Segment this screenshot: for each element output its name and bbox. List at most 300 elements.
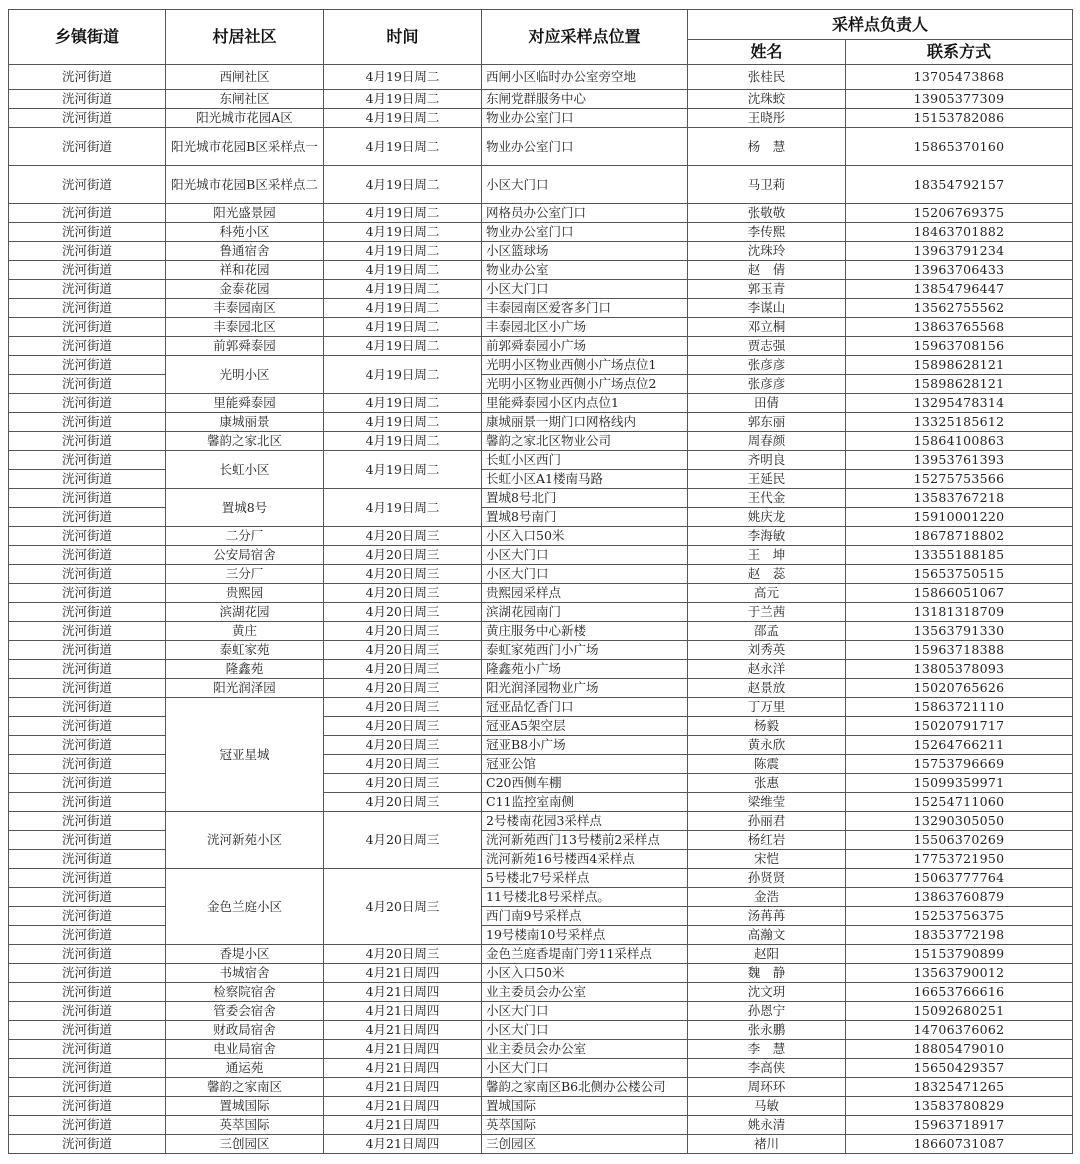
location-cell: 丰泰园南区爱客多门口 <box>482 299 688 318</box>
name-cell: 马敏 <box>688 1097 846 1116</box>
location-cell: 物业办公室门口 <box>482 109 688 128</box>
time-cell: 4月20日周三 <box>324 660 482 679</box>
table-row <box>9 869 1073 888</box>
community-cell: 英萃国际 <box>166 1116 324 1135</box>
table-row <box>9 1116 1073 1135</box>
time-cell: 4月20日周三 <box>324 945 482 964</box>
phone-cell: 15866051067 <box>846 584 1073 603</box>
name-cell: 张桂民 <box>688 65 846 90</box>
town-cell: 洸河街道 <box>9 584 166 603</box>
phone-cell: 15099359971 <box>846 774 1073 793</box>
town-cell: 洸河街道 <box>9 527 166 546</box>
table-row <box>9 432 1073 451</box>
name-cell: 孙贤贤 <box>688 869 846 888</box>
town-cell: 洸河街道 <box>9 774 166 793</box>
header-community: 村居社区 <box>166 10 324 65</box>
header-contact: 联系方式 <box>846 40 1073 65</box>
phone-cell: 13295478314 <box>846 394 1073 413</box>
phone-cell: 15898628121 <box>846 356 1073 375</box>
community-cell: 财政局宿舍 <box>166 1021 324 1040</box>
table-row <box>9 356 1073 375</box>
name-cell: 邵孟 <box>688 622 846 641</box>
location-cell: 光明小区物业西侧小广场点位1 <box>482 356 688 375</box>
name-cell: 李海敏 <box>688 527 846 546</box>
phone-cell: 13290305050 <box>846 812 1073 831</box>
town-cell: 洸河街道 <box>9 1059 166 1078</box>
location-cell: 冠亚A5架空层 <box>482 717 688 736</box>
location-cell: 泰虹家苑西门小广场 <box>482 641 688 660</box>
location-cell: 西门南9号采样点 <box>482 907 688 926</box>
community-cell: 东闸社区 <box>166 90 324 109</box>
town-cell: 洸河街道 <box>9 698 166 717</box>
town-cell: 洸河街道 <box>9 1135 166 1154</box>
location-cell: 网格员办公室门口 <box>482 204 688 223</box>
name-cell: 孙丽君 <box>688 812 846 831</box>
location-cell: 三创园区 <box>482 1135 688 1154</box>
name-cell: 褚川 <box>688 1135 846 1154</box>
location-cell: 隆鑫苑小广场 <box>482 660 688 679</box>
phone-cell: 18353772198 <box>846 926 1073 945</box>
town-cell: 洸河街道 <box>9 565 166 584</box>
name-cell: 王晓彤 <box>688 109 846 128</box>
phone-cell: 15910001220 <box>846 508 1073 527</box>
community-cell: 冠亚星城 <box>166 698 324 812</box>
table-row <box>9 603 1073 622</box>
community-cell: 置城国际 <box>166 1097 324 1116</box>
time-cell: 4月19日周二 <box>324 299 482 318</box>
time-cell: 4月21日周四 <box>324 1021 482 1040</box>
name-cell: 杨红岩 <box>688 831 846 850</box>
name-cell: 高元 <box>688 584 846 603</box>
name-cell: 赵景放 <box>688 679 846 698</box>
location-cell: 金色兰庭香堤南门旁11采样点 <box>482 945 688 964</box>
phone-cell: 15864100863 <box>846 432 1073 451</box>
location-cell: 光明小区物业西侧小广场点位2 <box>482 375 688 394</box>
phone-cell: 15653750515 <box>846 565 1073 584</box>
name-cell: 赵永洋 <box>688 660 846 679</box>
community-cell: 泰虹家苑 <box>166 641 324 660</box>
phone-cell: 18463701882 <box>846 223 1073 242</box>
table-row <box>9 166 1073 204</box>
phone-cell: 18678718802 <box>846 527 1073 546</box>
table-row <box>9 242 1073 261</box>
time-cell: 4月19日周二 <box>324 432 482 451</box>
name-cell: 沈珠蛟 <box>688 90 846 109</box>
time-cell: 4月19日周二 <box>324 280 482 299</box>
time-cell: 4月19日周二 <box>324 223 482 242</box>
location-cell: 11号楼北8号采样点。 <box>482 888 688 907</box>
town-cell: 洸河街道 <box>9 65 166 90</box>
name-cell: 沈珠玲 <box>688 242 846 261</box>
location-cell: 小区大门口 <box>482 1021 688 1040</box>
phone-cell: 13854796447 <box>846 280 1073 299</box>
location-cell: 置城8号南门 <box>482 508 688 527</box>
town-cell: 洸河街道 <box>9 166 166 204</box>
time-cell: 4月19日周二 <box>324 128 482 166</box>
name-cell: 孙恩宁 <box>688 1002 846 1021</box>
location-cell: 馨韵之家北区物业公司 <box>482 432 688 451</box>
location-cell: 物业办公室门口 <box>482 223 688 242</box>
community-cell: 阳光城市花园A区 <box>166 109 324 128</box>
community-cell: 西闸社区 <box>166 65 324 90</box>
name-cell: 张永鹏 <box>688 1021 846 1040</box>
community-cell: 康城丽景 <box>166 413 324 432</box>
location-cell: 19号楼南10号采样点 <box>482 926 688 945</box>
town-cell: 洸河街道 <box>9 641 166 660</box>
location-cell: 小区大门口 <box>482 280 688 299</box>
table-row <box>9 204 1073 223</box>
table-row <box>9 299 1073 318</box>
town-cell: 洸河街道 <box>9 945 166 964</box>
time-cell: 4月21日周四 <box>324 1059 482 1078</box>
community-cell: 三分厂 <box>166 565 324 584</box>
name-cell: 黄永欣 <box>688 736 846 755</box>
name-cell: 沈文玥 <box>688 983 846 1002</box>
location-cell: 西闸小区临时办公室旁空地 <box>482 65 688 90</box>
town-cell: 洸河街道 <box>9 1097 166 1116</box>
name-cell: 张彦彦 <box>688 375 846 394</box>
town-cell: 洸河街道 <box>9 793 166 812</box>
name-cell: 赵 蕊 <box>688 565 846 584</box>
community-cell: 阳光润泽园 <box>166 679 324 698</box>
time-cell: 4月20日周三 <box>324 565 482 584</box>
phone-cell: 13562755562 <box>846 299 1073 318</box>
time-cell: 4月20日周三 <box>324 622 482 641</box>
name-cell: 周环环 <box>688 1078 846 1097</box>
header-location: 对应采样点位置 <box>482 10 688 65</box>
town-cell: 洸河街道 <box>9 850 166 869</box>
table-row <box>9 964 1073 983</box>
community-cell: 长虹小区 <box>166 451 324 489</box>
time-cell: 4月19日周二 <box>324 204 482 223</box>
community-cell: 管委会宿舍 <box>166 1002 324 1021</box>
name-cell: 魏 静 <box>688 964 846 983</box>
town-cell: 洸河街道 <box>9 603 166 622</box>
time-cell: 4月19日周二 <box>324 489 482 527</box>
time-cell: 4月21日周四 <box>324 964 482 983</box>
time-cell: 4月20日周三 <box>324 527 482 546</box>
time-cell: 4月20日周三 <box>324 812 482 869</box>
table-row <box>9 223 1073 242</box>
name-cell: 李 慧 <box>688 1040 846 1059</box>
town-cell: 洸河街道 <box>9 413 166 432</box>
table-row <box>9 261 1073 280</box>
location-cell: 黄庄服务中心新楼 <box>482 622 688 641</box>
location-cell: C11监控室南侧 <box>482 793 688 812</box>
table-row <box>9 413 1073 432</box>
time-cell: 4月20日周三 <box>324 546 482 565</box>
time-cell: 4月20日周三 <box>324 736 482 755</box>
town-cell: 洸河街道 <box>9 831 166 850</box>
community-cell: 通运苑 <box>166 1059 324 1078</box>
name-cell: 邓立桐 <box>688 318 846 337</box>
time-cell: 4月20日周三 <box>324 584 482 603</box>
time-cell: 4月19日周二 <box>324 356 482 394</box>
phone-cell: 13905377309 <box>846 90 1073 109</box>
town-cell: 洸河街道 <box>9 489 166 508</box>
phone-cell: 13963791234 <box>846 242 1073 261</box>
name-cell: 张惠 <box>688 774 846 793</box>
name-cell: 田倩 <box>688 394 846 413</box>
location-cell: 5号楼北7号采样点 <box>482 869 688 888</box>
name-cell: 王延民 <box>688 470 846 489</box>
phone-cell: 13355188185 <box>846 546 1073 565</box>
table-row <box>9 1078 1073 1097</box>
community-cell: 鲁通宿舍 <box>166 242 324 261</box>
name-cell: 张彦彦 <box>688 356 846 375</box>
name-cell: 金浩 <box>688 888 846 907</box>
table-row <box>9 527 1073 546</box>
town-cell: 洸河街道 <box>9 660 166 679</box>
town-cell: 洸河街道 <box>9 470 166 489</box>
community-cell: 金色兰庭小区 <box>166 869 324 945</box>
town-cell: 洸河街道 <box>9 1078 166 1097</box>
time-cell: 4月19日周二 <box>324 318 482 337</box>
time-cell: 4月19日周二 <box>324 261 482 280</box>
phone-cell: 13563791330 <box>846 622 1073 641</box>
location-cell: 馨韵之家南区B6北侧办公楼公司 <box>482 1078 688 1097</box>
name-cell: 郭玉青 <box>688 280 846 299</box>
table-row <box>9 641 1073 660</box>
town-cell: 洸河街道 <box>9 679 166 698</box>
phone-cell: 13805378093 <box>846 660 1073 679</box>
name-cell: 李传熙 <box>688 223 846 242</box>
location-cell: 洸河新苑西门13号楼前2采样点 <box>482 831 688 850</box>
table-row <box>9 1059 1073 1078</box>
table-row <box>9 812 1073 831</box>
table-row <box>9 489 1073 508</box>
town-cell: 洸河街道 <box>9 546 166 565</box>
phone-cell: 15153790899 <box>846 945 1073 964</box>
phone-cell: 15092680251 <box>846 1002 1073 1021</box>
time-cell: 4月19日周二 <box>324 451 482 489</box>
name-cell: 齐明良 <box>688 451 846 470</box>
time-cell: 4月20日周三 <box>324 603 482 622</box>
table-row <box>9 584 1073 603</box>
time-cell: 4月21日周四 <box>324 1040 482 1059</box>
phone-cell: 13583767218 <box>846 489 1073 508</box>
location-cell: 业主委员会办公室 <box>482 1040 688 1059</box>
phone-cell: 18805479010 <box>846 1040 1073 1059</box>
location-cell: 2号楼南花园3采样点 <box>482 812 688 831</box>
community-cell: 二分厂 <box>166 527 324 546</box>
time-cell: 4月19日周二 <box>324 166 482 204</box>
town-cell: 洸河街道 <box>9 109 166 128</box>
time-cell: 4月20日周三 <box>324 717 482 736</box>
location-cell: 小区大门口 <box>482 1002 688 1021</box>
phone-cell: 13181318709 <box>846 603 1073 622</box>
town-cell: 洸河街道 <box>9 451 166 470</box>
header-town: 乡镇街道 <box>9 10 166 65</box>
time-cell: 4月21日周四 <box>324 1078 482 1097</box>
table-row <box>9 128 1073 166</box>
phone-cell: 15865370160 <box>846 128 1073 166</box>
time-cell: 4月21日周四 <box>324 1002 482 1021</box>
phone-cell: 15264766211 <box>846 736 1073 755</box>
location-cell: 滨湖花园南门 <box>482 603 688 622</box>
phone-cell: 13583780829 <box>846 1097 1073 1116</box>
town-cell: 洸河街道 <box>9 280 166 299</box>
table-row <box>9 1097 1073 1116</box>
phone-cell: 18354792157 <box>846 166 1073 204</box>
location-cell: 冠亚公馆 <box>482 755 688 774</box>
location-cell: 冠亚B8小广场 <box>482 736 688 755</box>
community-cell: 祥和花园 <box>166 261 324 280</box>
header-responsible: 采样点负责人 <box>688 10 1073 40</box>
community-cell: 阳光城市花园B区采样点一 <box>166 128 324 166</box>
table-body <box>9 65 1073 1154</box>
location-cell: 前郭舜泰园小广场 <box>482 337 688 356</box>
town-cell: 洸河街道 <box>9 812 166 831</box>
phone-cell: 13863760879 <box>846 888 1073 907</box>
town-cell: 洸河街道 <box>9 1116 166 1135</box>
time-cell: 4月21日周四 <box>324 983 482 1002</box>
table-row <box>9 451 1073 470</box>
town-cell: 洸河街道 <box>9 223 166 242</box>
phone-cell: 15206769375 <box>846 204 1073 223</box>
name-cell: 杨 慧 <box>688 128 846 166</box>
table-row <box>9 1002 1073 1021</box>
name-cell: 郭东丽 <box>688 413 846 432</box>
table-row <box>9 394 1073 413</box>
town-cell: 洸河街道 <box>9 888 166 907</box>
town-cell: 洸河街道 <box>9 204 166 223</box>
town-cell: 洸河街道 <box>9 1021 166 1040</box>
name-cell: 李谋山 <box>688 299 846 318</box>
phone-cell: 18325471265 <box>846 1078 1073 1097</box>
name-cell: 汤苒苒 <box>688 907 846 926</box>
time-cell: 4月20日周三 <box>324 679 482 698</box>
time-cell: 4月21日周四 <box>324 1116 482 1135</box>
town-cell: 洸河街道 <box>9 242 166 261</box>
name-cell: 陈震 <box>688 755 846 774</box>
table-row <box>9 90 1073 109</box>
location-cell: 置城8号北门 <box>482 489 688 508</box>
location-cell: C20西侧车棚 <box>482 774 688 793</box>
table-row <box>9 1135 1073 1154</box>
name-cell: 于兰茜 <box>688 603 846 622</box>
location-cell: 小区大门口 <box>482 565 688 584</box>
location-cell: 小区大门口 <box>482 546 688 565</box>
location-cell: 丰泰园北区小广场 <box>482 318 688 337</box>
time-cell: 4月20日周三 <box>324 869 482 945</box>
table-row <box>9 337 1073 356</box>
time-cell: 4月19日周二 <box>324 109 482 128</box>
name-cell: 宋恺 <box>688 850 846 869</box>
town-cell: 洸河街道 <box>9 869 166 888</box>
location-cell: 物业办公室门口 <box>482 128 688 166</box>
location-cell: 小区入口50米 <box>482 527 688 546</box>
location-cell: 长虹小区A1楼南马路 <box>482 470 688 489</box>
name-cell: 周春颜 <box>688 432 846 451</box>
community-cell: 阳光城市花园B区采样点二 <box>166 166 324 204</box>
community-cell: 滨湖花园 <box>166 603 324 622</box>
time-cell: 4月19日周二 <box>324 394 482 413</box>
town-cell: 洸河街道 <box>9 907 166 926</box>
town-cell: 洸河街道 <box>9 318 166 337</box>
location-cell: 里能舜泰园小区内点位1 <box>482 394 688 413</box>
time-cell: 4月19日周二 <box>324 242 482 261</box>
time-cell: 4月20日周三 <box>324 774 482 793</box>
name-cell: 姚庆龙 <box>688 508 846 527</box>
table-row <box>9 983 1073 1002</box>
phone-cell: 13863765568 <box>846 318 1073 337</box>
table-row <box>9 565 1073 584</box>
name-cell: 姚永清 <box>688 1116 846 1135</box>
name-cell: 杨毅 <box>688 717 846 736</box>
time-cell: 4月19日周二 <box>324 65 482 90</box>
table-row <box>9 1021 1073 1040</box>
table-row <box>9 679 1073 698</box>
phone-cell: 15963718917 <box>846 1116 1073 1135</box>
phone-cell: 13563790012 <box>846 964 1073 983</box>
location-cell: 小区大门口 <box>482 166 688 204</box>
location-cell: 贵熙园采样点 <box>482 584 688 603</box>
town-cell: 洸河街道 <box>9 508 166 527</box>
phone-cell: 15863721110 <box>846 698 1073 717</box>
phone-cell: 15650429357 <box>846 1059 1073 1078</box>
town-cell: 洸河街道 <box>9 983 166 1002</box>
time-cell: 4月19日周二 <box>324 337 482 356</box>
location-cell: 小区篮球场 <box>482 242 688 261</box>
community-cell: 贵熙园 <box>166 584 324 603</box>
name-cell: 赵阳 <box>688 945 846 964</box>
community-cell: 光明小区 <box>166 356 324 394</box>
town-cell: 洸河街道 <box>9 622 166 641</box>
phone-cell: 15253756375 <box>846 907 1073 926</box>
phone-cell: 15506370269 <box>846 831 1073 850</box>
phone-cell: 13953761393 <box>846 451 1073 470</box>
phone-cell: 15898628121 <box>846 375 1073 394</box>
name-cell: 丁万里 <box>688 698 846 717</box>
name-cell: 王 坤 <box>688 546 846 565</box>
phone-cell: 13705473868 <box>846 65 1073 90</box>
community-cell: 香堤小区 <box>166 945 324 964</box>
location-cell: 业主委员会办公室 <box>482 983 688 1002</box>
phone-cell: 15020765626 <box>846 679 1073 698</box>
community-cell: 公安局宿舍 <box>166 546 324 565</box>
town-cell: 洸河街道 <box>9 90 166 109</box>
time-cell: 4月20日周三 <box>324 793 482 812</box>
community-cell: 电业局宿舍 <box>166 1040 324 1059</box>
location-cell: 物业办公室 <box>482 261 688 280</box>
town-cell: 洸河街道 <box>9 964 166 983</box>
sampling-point-table <box>8 9 1073 1154</box>
location-cell: 洸河新苑16号楼西4采样点 <box>482 850 688 869</box>
phone-cell: 15275753566 <box>846 470 1073 489</box>
town-cell: 洸河街道 <box>9 375 166 394</box>
phone-cell: 15020791717 <box>846 717 1073 736</box>
header-time: 时间 <box>324 10 482 65</box>
time-cell: 4月21日周四 <box>324 1135 482 1154</box>
town-cell: 洸河街道 <box>9 128 166 166</box>
phone-cell: 15153782086 <box>846 109 1073 128</box>
table-row <box>9 945 1073 964</box>
community-cell: 洸河新苑小区 <box>166 812 324 869</box>
community-cell: 丰泰园南区 <box>166 299 324 318</box>
name-cell: 马卫莉 <box>688 166 846 204</box>
community-cell: 黄庄 <box>166 622 324 641</box>
table-row <box>9 622 1073 641</box>
phone-cell: 18660731087 <box>846 1135 1073 1154</box>
time-cell: 4月20日周三 <box>324 755 482 774</box>
town-cell: 洸河街道 <box>9 755 166 774</box>
name-cell: 王代金 <box>688 489 846 508</box>
time-cell: 4月19日周二 <box>324 413 482 432</box>
phone-cell: 15753796669 <box>846 755 1073 774</box>
location-cell: 小区大门口 <box>482 1059 688 1078</box>
town-cell: 洸河街道 <box>9 394 166 413</box>
